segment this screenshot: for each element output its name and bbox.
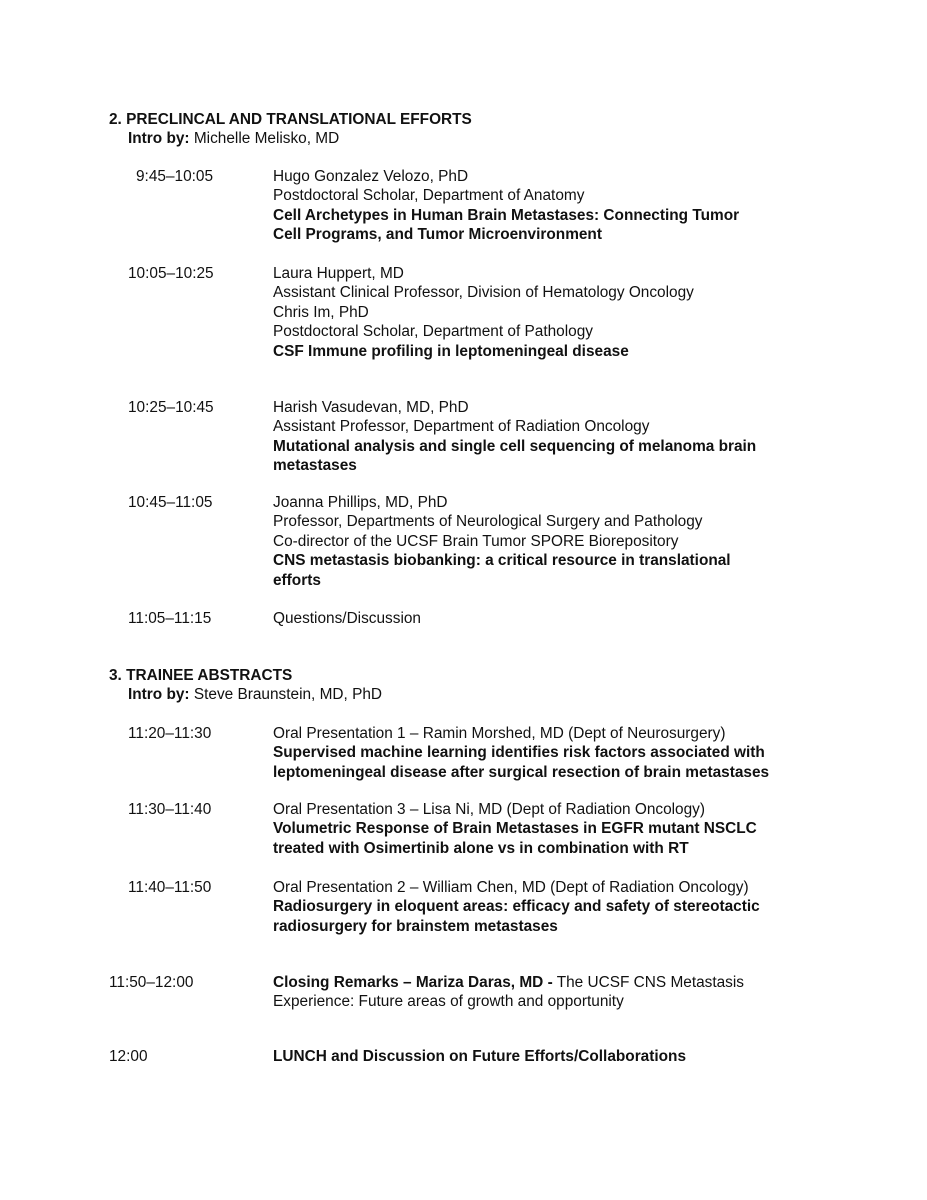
- session-details: [273, 609, 833, 628]
- session-details: [273, 264, 833, 361]
- presenter-line: Oral Presentation 3 – Lisa Ni, MD (Dept of Radiation Oncology): [273, 801, 705, 818]
- speaker-name: Hugo Gonzalez Velozo, PhD: [273, 168, 469, 185]
- talk-title: CNS metastasis biobanking: a critical resource in translational: [273, 552, 731, 570]
- session-time: 11:20–11:30: [128, 725, 212, 742]
- closing-title: Closing Remarks – Mariza Daras, MD -: [273, 974, 553, 991]
- session-details: [273, 878, 833, 936]
- talk-title: Cell Programs, and Tumor Microenvironment: [273, 226, 602, 244]
- talk-title: treated with Osimertinib alone vs in combination with RT: [273, 839, 689, 857]
- talk-title: Volumetric Response of Brain Metastases in EGFR mutant NSCLC: [273, 820, 757, 838]
- lunch-details: [273, 1047, 833, 1066]
- intro-name: Steve Braunstein, MD, PhD: [193, 686, 383, 703]
- session-details: [273, 167, 833, 245]
- talk-title: Mutational analysis and single cell sequencing of melanoma brain: [273, 437, 757, 455]
- talk-title: efforts: [273, 571, 321, 589]
- lunch-label: LUNCH and Discussion on Future Efforts/Collaborations: [273, 1048, 686, 1065]
- speaker-title: Postdoctoral Scholar, Department of Pathology: [273, 323, 593, 341]
- session-time: 11:40–11:50: [128, 879, 212, 896]
- session-time: 10:25–10:45: [128, 399, 214, 416]
- speaker-name: Harish Vasudevan, MD, PhD: [273, 399, 469, 416]
- intro-label: Intro by:: [128, 686, 190, 703]
- closing-details: [273, 973, 833, 1012]
- section-intro: [128, 685, 382, 704]
- session-time: 11:05–11:15: [128, 610, 212, 627]
- talk-title: CSF Immune profiling in leptomeningeal disease: [273, 342, 629, 360]
- speaker-title: Assistant Professor, Department of Radiation Oncology: [273, 418, 650, 436]
- presenter-line: Oral Presentation 1 – Ramin Morshed, MD (Dept of Neurosurgery): [273, 725, 726, 742]
- lunch-time: 12:00: [109, 1048, 148, 1065]
- speaker-title: Assistant Clinical Professor, Division of Hematology Oncology: [273, 284, 694, 302]
- talk-title: Radiosurgery in eloquent areas: efficacy and safety of stereotactic: [273, 898, 760, 916]
- section-heading: 3. TRAINEE ABSTRACTS: [109, 667, 293, 684]
- speaker-name: Laura Huppert, MD: [273, 265, 404, 282]
- talk-title: leptomeningeal disease after surgical resection of brain metastases: [273, 763, 770, 781]
- session-time: 9:45–10:05: [136, 168, 214, 185]
- section-intro: [128, 129, 339, 148]
- speaker-name: Joanna Phillips, MD, PhD: [273, 494, 448, 511]
- talk-title: radiosurgery for brainstem metastases: [273, 917, 558, 935]
- intro-name: Michelle Melisko, MD: [193, 130, 340, 147]
- section-heading: 2. PRECLINCAL AND TRANSLATIONAL EFFORTS: [109, 111, 472, 128]
- talk-title: Cell Archetypes in Human Brain Metastases: Connecting Tumor: [273, 206, 740, 224]
- session-details: [273, 724, 833, 782]
- presenter-line: Oral Presentation 2 – William Chen, MD (Dept of Radiation Oncology): [273, 879, 749, 896]
- session-details: [273, 493, 833, 590]
- session-label: Questions/Discussion: [273, 610, 421, 627]
- speaker-title: Professor, Departments of Neurological Surgery and Pathology: [273, 513, 703, 531]
- talk-title: Supervised machine learning identifies risk factors associated with: [273, 744, 765, 762]
- session-details: [273, 398, 833, 476]
- talk-title: metastases: [273, 457, 357, 475]
- speaker-role: Co-director of the UCSF Brain Tumor SPORE Biorepository: [273, 532, 679, 550]
- speaker-title: Postdoctoral Scholar, Department of Anatomy: [273, 187, 585, 205]
- session-time: 10:05–10:25: [128, 265, 214, 282]
- intro-label: Intro by:: [128, 130, 190, 147]
- closing-topic-continued: Experience: Future areas of growth and opportunity: [273, 993, 624, 1011]
- session-time: 11:30–11:40: [128, 801, 212, 818]
- closing-topic: The UCSF CNS Metastasis: [552, 974, 744, 991]
- closing-time: 11:50–12:00: [109, 974, 194, 991]
- speaker-name: Chris Im, PhD: [273, 303, 369, 321]
- session-time: 10:45–11:05: [128, 494, 213, 511]
- session-details: [273, 800, 833, 858]
